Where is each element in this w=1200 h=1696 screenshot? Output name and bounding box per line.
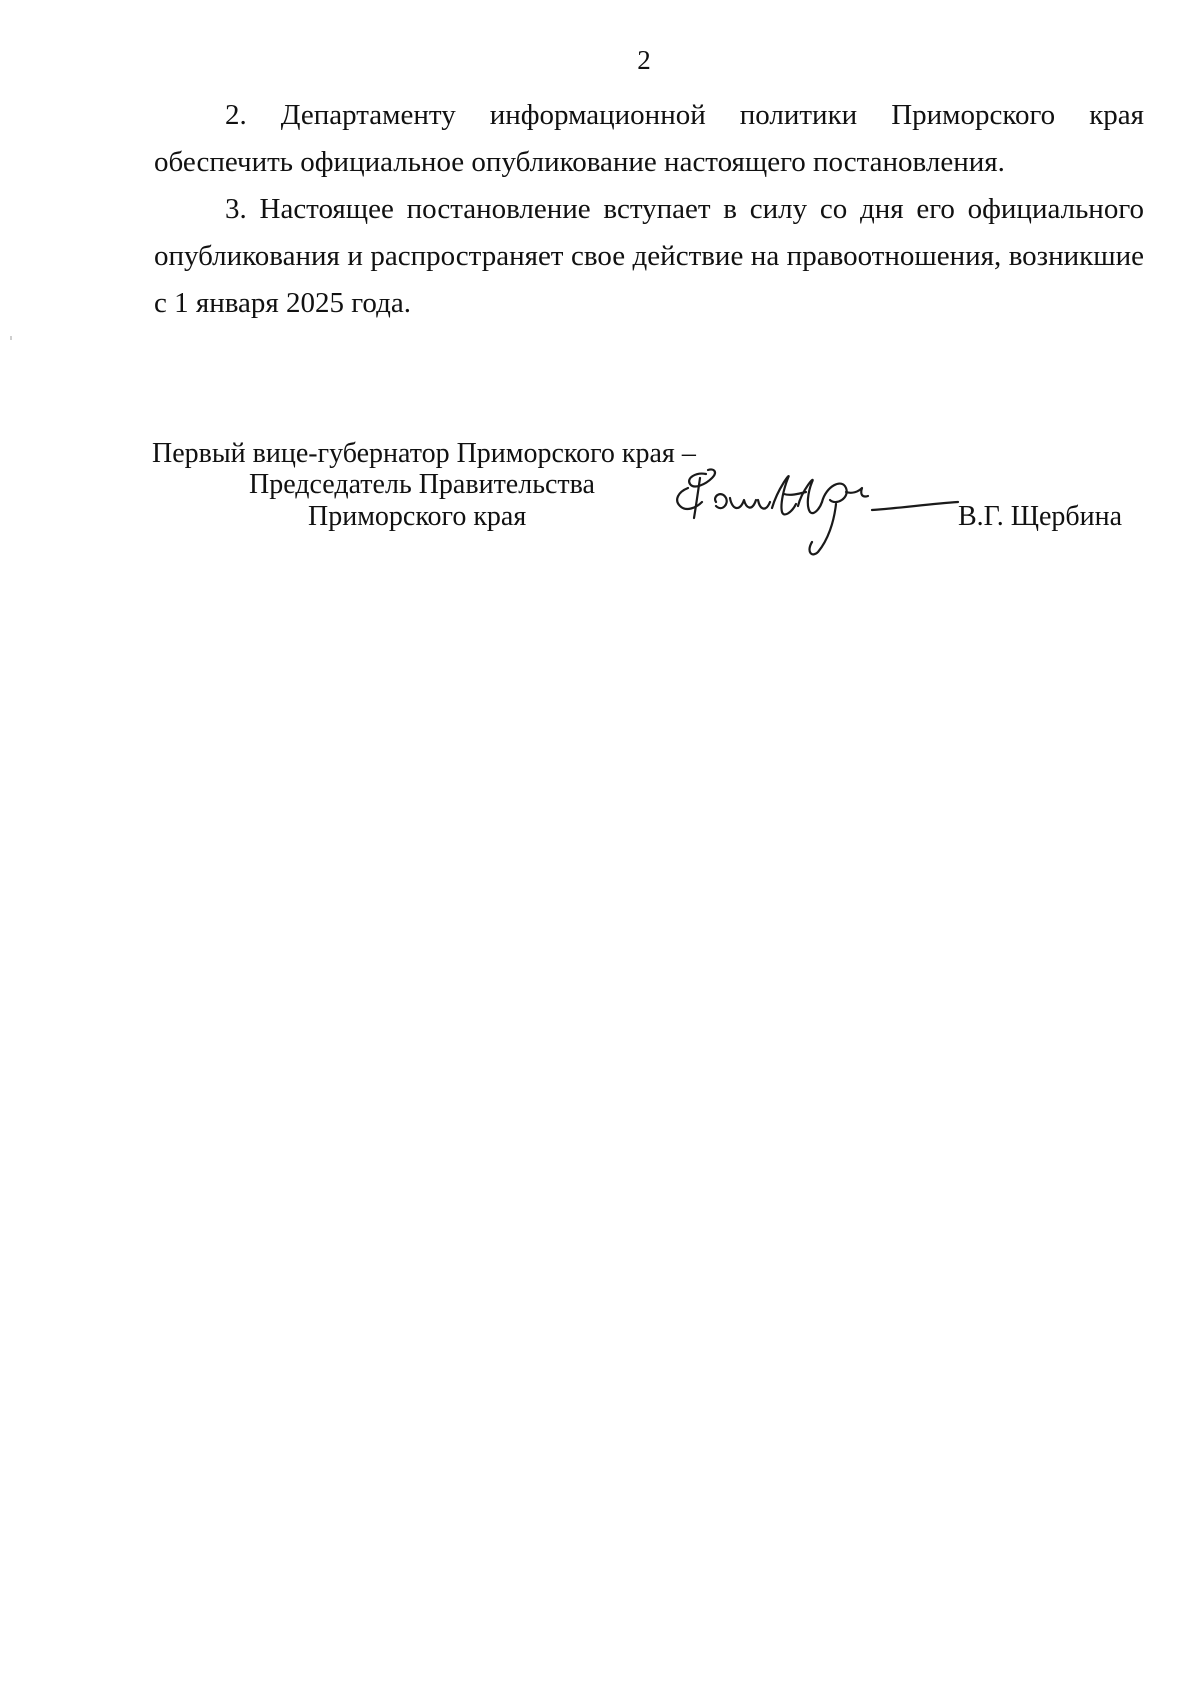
signatory-position-line-2: Председатель Правительства bbox=[249, 469, 595, 500]
paragraph-2: 2. Департаменту информационной политики Приморского края обеспечить официальное опубликование настоящего постановления. bbox=[154, 99, 1144, 178]
signatory-position-line-3: Приморского края bbox=[308, 501, 527, 532]
scan-edge-mark bbox=[10, 336, 12, 340]
signatory-name: В.Г. Щербина bbox=[958, 501, 1123, 532]
page-number: 2 bbox=[637, 45, 651, 75]
document-body bbox=[154, 92, 1144, 327]
handwritten-signature bbox=[666, 448, 966, 578]
paragraph-3: 3. Настоящее постановление вступает в силу со дня его официального опубликования и распространяет свое действие на правоотношения, возникшие с 1 января 2025 года. bbox=[154, 193, 1144, 319]
signatory-position-line-1: Первый вице-губернатор Приморского края – bbox=[152, 438, 696, 469]
signature-block bbox=[152, 438, 1152, 578]
